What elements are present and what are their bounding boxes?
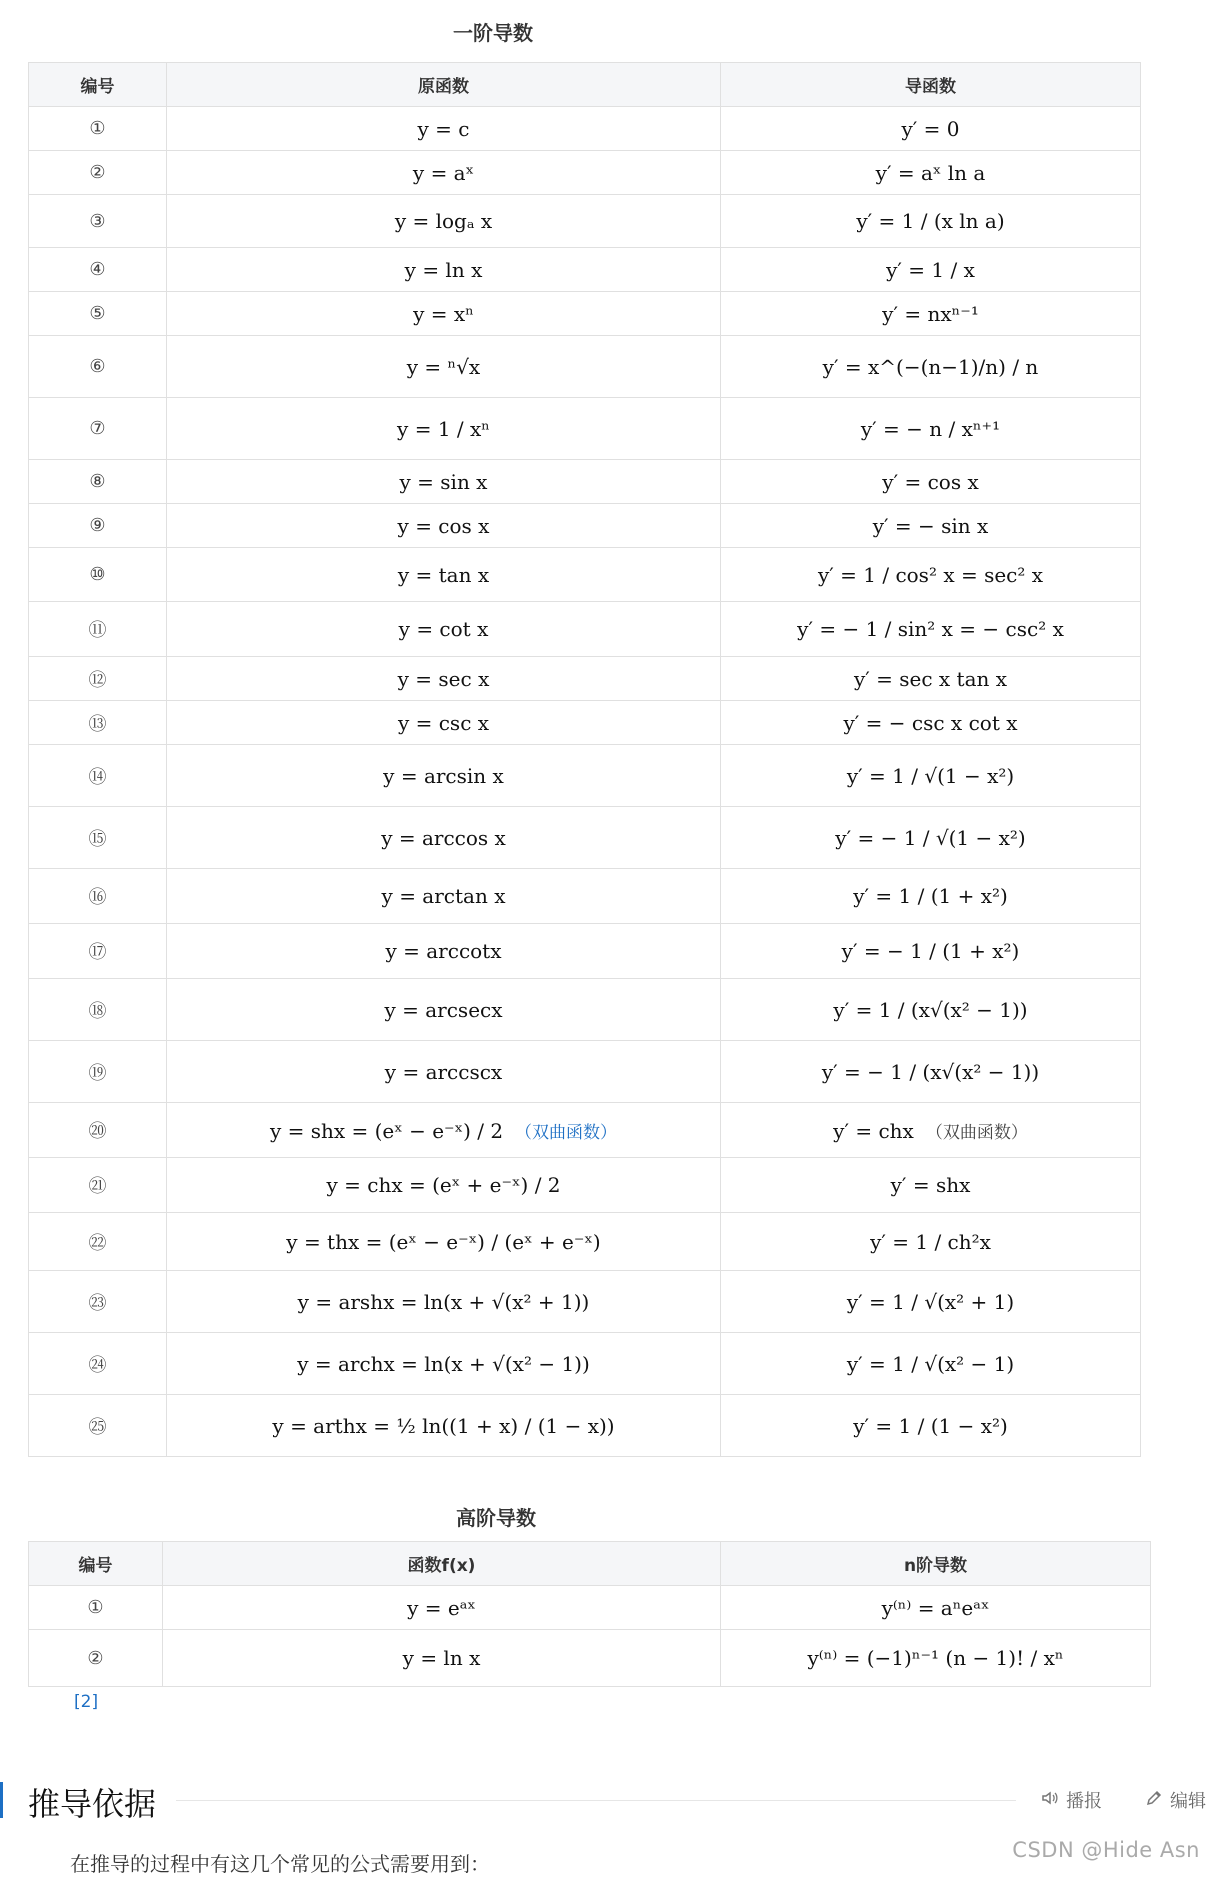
derivative-cell — [721, 1630, 1151, 1687]
row-number: ④ — [29, 248, 167, 292]
derivative-formula: y′ = 1 / (x ln a) — [856, 209, 1005, 233]
row-number: ① — [29, 107, 167, 151]
original-formula: y = arccotx — [385, 939, 502, 963]
derivative-cell — [721, 460, 1141, 504]
derivative-cell — [721, 292, 1141, 336]
derivative-cell — [721, 1041, 1141, 1103]
original-formula: y = arshx = ln(x + √(x² + 1)) — [297, 1289, 590, 1314]
section-body-text: 在推导的过程中有这几个常见的公式需要用到： — [70, 1852, 490, 1876]
derivative-cell — [721, 979, 1141, 1041]
table-row — [29, 869, 1141, 924]
table-row — [29, 701, 1141, 745]
original-function-cell — [167, 460, 721, 504]
original-function-cell — [167, 1271, 721, 1333]
original-formula: y = ⁿ√x — [406, 354, 481, 379]
derivative-formula: y′ = x^(−(n−1)/n) / n — [822, 354, 1039, 379]
derivative-cell — [721, 1395, 1141, 1457]
derivative-formula: y′ = nxⁿ⁻¹ — [882, 301, 979, 326]
original-function-cell — [167, 869, 721, 924]
original-function-cell — [167, 701, 721, 745]
row-number: ⑩ — [29, 548, 167, 602]
table-header-row — [29, 1542, 1151, 1586]
original-formula: y = arccos x — [381, 825, 506, 850]
table-row — [29, 1333, 1141, 1395]
hyperbolic-note-link[interactable]: （双曲函数） — [515, 1122, 618, 1143]
original-formula: y = arctan x — [381, 884, 506, 908]
original-function-cell — [167, 657, 721, 701]
original-function-cell — [167, 398, 721, 460]
section-divider — [176, 1800, 1016, 1801]
derivative-cell — [721, 1271, 1141, 1333]
row-number: ⑬ — [29, 701, 167, 745]
report-button[interactable] — [1040, 1787, 1102, 1813]
pencil-icon — [1144, 1788, 1164, 1813]
edit-label: 编辑 — [1170, 1791, 1206, 1812]
derivative-formula: y′ = shx — [890, 1173, 971, 1197]
original-formula: y = aˣ — [412, 160, 475, 185]
row-number: ⑫ — [29, 657, 167, 701]
table-row — [29, 602, 1141, 657]
original-formula: y = xⁿ — [413, 301, 474, 326]
derivative-cell — [721, 1586, 1151, 1630]
derivative-cell — [721, 1103, 1141, 1158]
original-formula: y = ln x — [402, 1646, 481, 1670]
original-function-cell — [167, 1041, 721, 1103]
row-number: ⑤ — [29, 292, 167, 336]
derivative-cell — [721, 869, 1141, 924]
table-row — [29, 398, 1141, 460]
table-row — [29, 195, 1141, 248]
derivative-formula: y′ = 1 / (1 − x²) — [853, 1413, 1008, 1438]
derivative-cell — [721, 924, 1141, 979]
table2-caption: 高阶导数 — [456, 1506, 536, 1530]
header-number: 编号 — [29, 63, 167, 107]
row-number: ㉓ — [29, 1271, 167, 1333]
table-row — [29, 979, 1141, 1041]
derivative-formula: y⁽ⁿ⁾ = (−1)ⁿ⁻¹ (n − 1)! / xⁿ — [807, 1646, 1064, 1670]
derivative-formula: y′ = 0 — [901, 116, 960, 141]
original-function-cell — [167, 292, 721, 336]
row-number: ⑰ — [29, 924, 167, 979]
table-row — [29, 1213, 1141, 1271]
original-formula: y = sin x — [399, 469, 488, 494]
row-number: ㉑ — [29, 1158, 167, 1213]
original-function-cell — [167, 979, 721, 1041]
derivative-cell — [721, 745, 1141, 807]
original-function-cell — [167, 248, 721, 292]
table-row — [29, 745, 1141, 807]
original-function-cell — [167, 807, 721, 869]
original-formula: y = thx = (eˣ − e⁻ˣ) / (eˣ + e⁻ˣ) — [286, 1229, 601, 1254]
higher-derivative-table — [28, 1541, 1151, 1687]
original-formula: y = 1 / xⁿ — [397, 416, 490, 441]
original-function-cell — [167, 107, 721, 151]
row-number: ⑧ — [29, 460, 167, 504]
original-formula: y = arcsecx — [384, 997, 503, 1022]
table-row — [29, 292, 1141, 336]
header-derivative: 导函数 — [721, 63, 1141, 107]
derivative-cell — [721, 602, 1141, 657]
original-function-cell — [167, 151, 721, 195]
derivative-formula: y′ = 1 / cos² x = sec² x — [817, 562, 1044, 587]
table-row — [29, 548, 1141, 602]
original-formula: y = ln x — [404, 257, 483, 282]
table-row — [29, 657, 1141, 701]
row-number: ⑦ — [29, 398, 167, 460]
row-number: ⑥ — [29, 336, 167, 398]
header-function: 函数f(x) — [163, 1542, 721, 1586]
original-formula: y = archx = ln(x + √(x² − 1)) — [297, 1351, 590, 1376]
report-label: 播报 — [1066, 1791, 1102, 1812]
derivative-cell — [721, 107, 1141, 151]
section-accent-bar — [0, 1782, 3, 1818]
original-function-cell — [167, 602, 721, 657]
original-function-cell — [167, 1395, 721, 1457]
speaker-icon — [1040, 1788, 1060, 1813]
derivative-formula: y⁽ⁿ⁾ = aⁿeᵃˣ — [881, 1595, 990, 1620]
original-function-cell — [167, 504, 721, 548]
original-function-cell — [167, 195, 721, 248]
original-function-cell — [163, 1630, 721, 1687]
original-function-cell — [167, 745, 721, 807]
table-row — [29, 1395, 1141, 1457]
derivative-formula: y′ = 1 / (x√(x² − 1)) — [833, 997, 1028, 1022]
derivative-formula: y′ = − sin x — [872, 513, 989, 538]
derivative-formula: y′ = 1 / x — [886, 257, 975, 282]
first-derivative-table — [28, 62, 1141, 1457]
row-number: ㉕ — [29, 1395, 167, 1457]
derivative-cell — [721, 1158, 1141, 1213]
row-number: ② — [29, 1630, 163, 1687]
row-number: ㉒ — [29, 1213, 167, 1271]
original-formula: y = sec x — [397, 666, 490, 691]
derivative-formula: y′ = 1 / √(x² − 1) — [846, 1351, 1015, 1376]
row-number: ⑪ — [29, 602, 167, 657]
original-function-cell — [167, 336, 721, 398]
row-number: ⑮ — [29, 807, 167, 869]
original-formula: y = arthx = ½ ln((1 + x) / (1 − x)) — [272, 1413, 615, 1438]
derivative-formula: y′ = 1 / √(x² + 1) — [846, 1289, 1015, 1314]
original-function-cell — [167, 1333, 721, 1395]
derivative-formula: y′ = − n / xⁿ⁺¹ — [860, 416, 1001, 441]
original-formula: y = shx = (eˣ − e⁻ˣ) / 2 — [269, 1118, 504, 1143]
derivative-formula: y′ = − 1 / sin² x = − csc² x — [797, 617, 1064, 641]
row-number: ② — [29, 151, 167, 195]
derivative-formula: y′ = − 1 / (x√(x² − 1)) — [821, 1059, 1040, 1084]
header-original-function: 原函数 — [167, 63, 721, 107]
original-function-cell — [167, 548, 721, 602]
table-row — [29, 504, 1141, 548]
row-number: ⑱ — [29, 979, 167, 1041]
derivative-formula: y′ = − 1 / (1 + x²) — [841, 939, 1020, 963]
header-nth-derivative: n阶导数 — [721, 1542, 1151, 1586]
derivative-formula: y′ = aˣ ln a — [875, 160, 986, 185]
original-formula: y = eᵃˣ — [407, 1595, 476, 1620]
original-formula: y = csc x — [397, 710, 490, 735]
original-formula: y = arccscx — [384, 1059, 503, 1084]
watermark: CSDN @Hide Asn — [1012, 1838, 1200, 1862]
table-row — [29, 107, 1141, 151]
derivative-cell — [721, 504, 1141, 548]
table-row — [29, 1271, 1141, 1333]
original-function-cell — [167, 1158, 721, 1213]
row-number: ㉔ — [29, 1333, 167, 1395]
derivative-cell — [721, 657, 1141, 701]
original-function-cell — [163, 1586, 721, 1630]
derivative-cell — [721, 701, 1141, 745]
table-row — [29, 1041, 1141, 1103]
derivative-cell — [721, 248, 1141, 292]
table1-caption: 一阶导数 — [453, 21, 533, 45]
derivative-cell — [721, 398, 1141, 460]
derivative-cell — [721, 1213, 1141, 1271]
original-function-cell — [167, 924, 721, 979]
original-formula: y = cos x — [397, 513, 490, 538]
original-formula: y = cot x — [398, 617, 489, 641]
original-formula: y = arcsin x — [383, 763, 504, 788]
derivative-cell — [721, 807, 1141, 869]
hyperbolic-note: （双曲函数） — [925, 1122, 1028, 1143]
table-row — [29, 1103, 1141, 1158]
row-number: ⑭ — [29, 745, 167, 807]
section-title: 推导依据 — [28, 1785, 157, 1823]
table-row — [29, 807, 1141, 869]
original-function-cell — [167, 1103, 721, 1158]
edit-button[interactable] — [1144, 1787, 1206, 1813]
derivative-formula: y′ = 1 / ch²x — [870, 1229, 991, 1254]
original-formula: y = chx = (eˣ + e⁻ˣ) / 2 — [326, 1173, 561, 1197]
derivative-formula: y′ = − 1 / √(1 − x²) — [835, 825, 1026, 850]
original-function-cell — [167, 1213, 721, 1271]
row-number: ③ — [29, 195, 167, 248]
original-formula: y = logₐ x — [394, 209, 493, 233]
row-number: ① — [29, 1586, 163, 1630]
table-row — [29, 1586, 1151, 1630]
row-number: ⑨ — [29, 504, 167, 548]
row-number: ⑯ — [29, 869, 167, 924]
derivative-formula: y′ = cos x — [882, 469, 979, 494]
derivative-formula: y′ = 1 / (1 + x²) — [853, 884, 1008, 908]
derivative-formula: y′ = sec x tan x — [853, 666, 1008, 691]
derivative-cell — [721, 1333, 1141, 1395]
table-row — [29, 151, 1141, 195]
row-number: ⑳ — [29, 1103, 167, 1158]
derivative-cell — [721, 195, 1141, 248]
table-row — [29, 1630, 1151, 1687]
table-row — [29, 248, 1141, 292]
table-row — [29, 1158, 1141, 1213]
derivative-formula: y′ = 1 / √(1 − x²) — [846, 763, 1015, 788]
derivative-cell — [721, 548, 1141, 602]
table-header-row — [29, 63, 1141, 107]
derivative-cell — [721, 336, 1141, 398]
derivative-formula: y′ = chx — [833, 1118, 914, 1143]
reference-link[interactable]: [2] — [74, 1692, 99, 1712]
derivative-cell — [721, 151, 1141, 195]
table-row — [29, 336, 1141, 398]
row-number: ⑲ — [29, 1041, 167, 1103]
original-formula: y = c — [417, 116, 470, 141]
table-row — [29, 924, 1141, 979]
derivative-formula: y′ = − csc x cot x — [843, 710, 1018, 735]
table-row — [29, 460, 1141, 504]
header-number: 编号 — [29, 1542, 163, 1586]
original-formula: y = tan x — [397, 562, 490, 587]
